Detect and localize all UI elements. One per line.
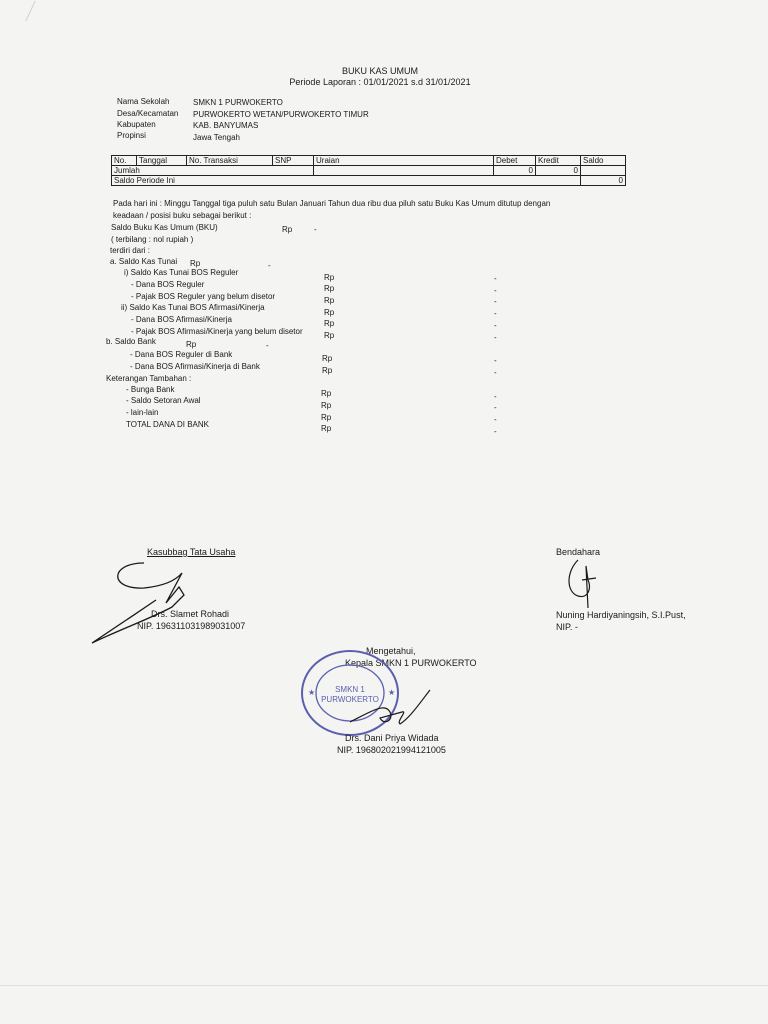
col-no-transaksi: No. Transaksi [187, 156, 273, 166]
left-signer-nip: NIP. 196311031989031007 [137, 621, 246, 631]
jumlah-debet: 0 [494, 166, 536, 176]
right-signer-name: Nuning Hardiyaningsih, S.I.Pust, [556, 610, 686, 620]
bank-afirmasi-dash: - [494, 368, 497, 377]
kas-tunai-label: a. Saldo Kas Tunai [110, 257, 178, 266]
left-signer-name: Drs. Slamet Rohadi [151, 609, 230, 619]
label-desa-kecamatan: Desa/Kecamatan [117, 109, 179, 118]
pajak-afirmasi-label: - Pajak BOS Afirmasi/Kinerja yang belum disetor [131, 327, 303, 336]
setoran-awal-rp: Rp [321, 401, 332, 410]
bunga-bank-rp: Rp [321, 389, 332, 398]
intro-line-1: Pada hari ini : Minggu Tanggal tiga puluh satu Bulan Januari Tahun dua ribu dua piluh satu Buku Kas Umum ditutup dengan [113, 199, 551, 208]
dana-reguler-rp: Rp [324, 284, 335, 293]
scan-edge-bottom [0, 985, 768, 986]
saldo-periode-value: 0 [581, 176, 626, 186]
col-uraian: Uraian [314, 156, 494, 166]
pajak-reguler-label: - Pajak BOS Reguler yang belum disetor [131, 292, 276, 301]
bank-afirmasi-rp: Rp [322, 366, 333, 375]
total-dana-label: TOTAL DANA DI BANK [126, 420, 209, 429]
bku-table [111, 155, 626, 186]
saldo-bank-dash: - [266, 341, 269, 350]
kas-tunai-afirmasi-dash: - [494, 309, 497, 318]
left-signature [84, 555, 214, 650]
saldo-periode-label: Saldo Periode Ini [112, 176, 581, 186]
pajak-afirmasi-rp: Rp [324, 331, 335, 340]
jumlah-kredit: 0 [536, 166, 581, 176]
kas-tunai-reguler-dash: - [494, 274, 497, 283]
report-period: Periode Laporan : 01/01/2021 s.d 31/01/2021 [289, 77, 471, 87]
left-signer-title: Kasubbag Tata Usaha [147, 547, 236, 557]
table-header-row [112, 156, 626, 166]
value-kabupaten: KAB. BANYUMAS [193, 121, 259, 130]
scan-edge-top-left [25, 1, 35, 21]
saldo-bku-dash: - [314, 225, 317, 234]
intro-line-2: keadaan / posisi buku sebagai berikut : [113, 211, 252, 220]
jumlah-saldo [581, 166, 626, 176]
table-row-jumlah [112, 166, 626, 176]
kas-tunai-rp: Rp [190, 259, 201, 268]
kas-tunai-dash: - [268, 261, 271, 270]
value-desa-kecamatan: PURWOKERTO WETAN/PURWOKERTO TIMUR [193, 110, 369, 119]
saldo-bku-label: Saldo Buku Kas Umum (BKU) [111, 223, 218, 232]
right-signature [560, 552, 610, 614]
lain-lain-label: - lain-lain [126, 408, 159, 417]
bank-reguler-rp: Rp [322, 354, 333, 363]
col-saldo: Saldo [581, 156, 626, 166]
kas-tunai-reguler-rp: Rp [324, 273, 335, 282]
bank-reguler-label: - Dana BOS Reguler di Bank [130, 350, 233, 359]
kas-tunai-reguler-label: i) Saldo Kas Tunai BOS Reguler [124, 268, 239, 277]
pajak-afirmasi-dash: - [494, 333, 497, 342]
jumlah-uraian [314, 166, 494, 176]
col-no: No. [112, 156, 137, 166]
bank-reguler-dash: - [494, 356, 497, 365]
bunga-bank-dash: - [494, 392, 497, 401]
label-propinsi: Propinsi [117, 131, 146, 140]
setoran-awal-label: - Saldo Setoran Awal [126, 396, 201, 405]
terdiri-dari: terdiri dari : [110, 246, 151, 255]
saldo-bank-rp: Rp [186, 340, 197, 349]
center-signer-name: Drs. Dani Priya Widada [345, 733, 439, 743]
pajak-reguler-dash: - [494, 297, 497, 306]
svg-text:★: ★ [388, 688, 396, 697]
bunga-bank-label: - Bunga Bank [126, 385, 175, 394]
total-dana-rp: Rp [321, 424, 332, 433]
setoran-awal-dash: - [494, 403, 497, 412]
jumlah-label: Jumlah [112, 166, 314, 176]
lain-lain-dash: - [494, 415, 497, 424]
col-snp: SNP [273, 156, 314, 166]
saldo-bku-rp: Rp [282, 225, 293, 234]
center-signer-title-1: Mengetahui, [366, 646, 416, 656]
value-nama-sekolah: SMKN 1 PURWOKERTO [193, 98, 283, 107]
right-signer-nip: NIP. - [556, 622, 578, 632]
value-propinsi: Jawa Tengah [193, 133, 240, 142]
bank-afirmasi-label: - Dana BOS Afirmasi/Kinerja di Bank [130, 362, 260, 371]
dana-afirmasi-label: - Dana BOS Afirmasi/Kinerja [131, 315, 232, 324]
svg-text:★: ★ [308, 688, 316, 697]
col-tanggal: Tanggal [137, 156, 187, 166]
stamp-inner-text: SMKN 1 PURWOKERTO [321, 685, 379, 704]
center-signer-nip: NIP. 196802021994121005 [337, 745, 446, 755]
report-title: BUKU KAS UMUM [341, 66, 418, 76]
col-debet: Debet [494, 156, 536, 166]
kas-tunai-afirmasi-label: ii) Saldo Kas Tunai BOS Afirmasi/Kinerja [121, 303, 265, 312]
keterangan-label: Keterangan Tambahan : [106, 374, 192, 383]
table-row-saldo-periode [112, 176, 626, 186]
lain-lain-rp: Rp [321, 413, 332, 422]
saldo-bank-label: b. Saldo Bank [106, 337, 156, 346]
dana-afirmasi-dash: - [494, 321, 497, 330]
dana-afirmasi-rp: Rp [324, 319, 335, 328]
terbilang: ( terbilang : nol rupiah ) [111, 235, 194, 244]
dana-reguler-label: - Dana BOS Reguler [131, 280, 205, 289]
label-nama-sekolah: Nama Sekolah [117, 97, 170, 106]
kas-tunai-afirmasi-rp: Rp [324, 308, 335, 317]
col-kredit: Kredit [536, 156, 581, 166]
total-dana-dash: - [494, 427, 497, 436]
pajak-reguler-rp: Rp [324, 296, 335, 305]
dana-reguler-dash: - [494, 286, 497, 295]
right-signer-title: Bendahara [556, 547, 601, 557]
center-signer-title-2: Kepala SMKN 1 PURWOKERTO [345, 658, 477, 668]
label-kabupaten: Kabupaten [117, 120, 156, 129]
